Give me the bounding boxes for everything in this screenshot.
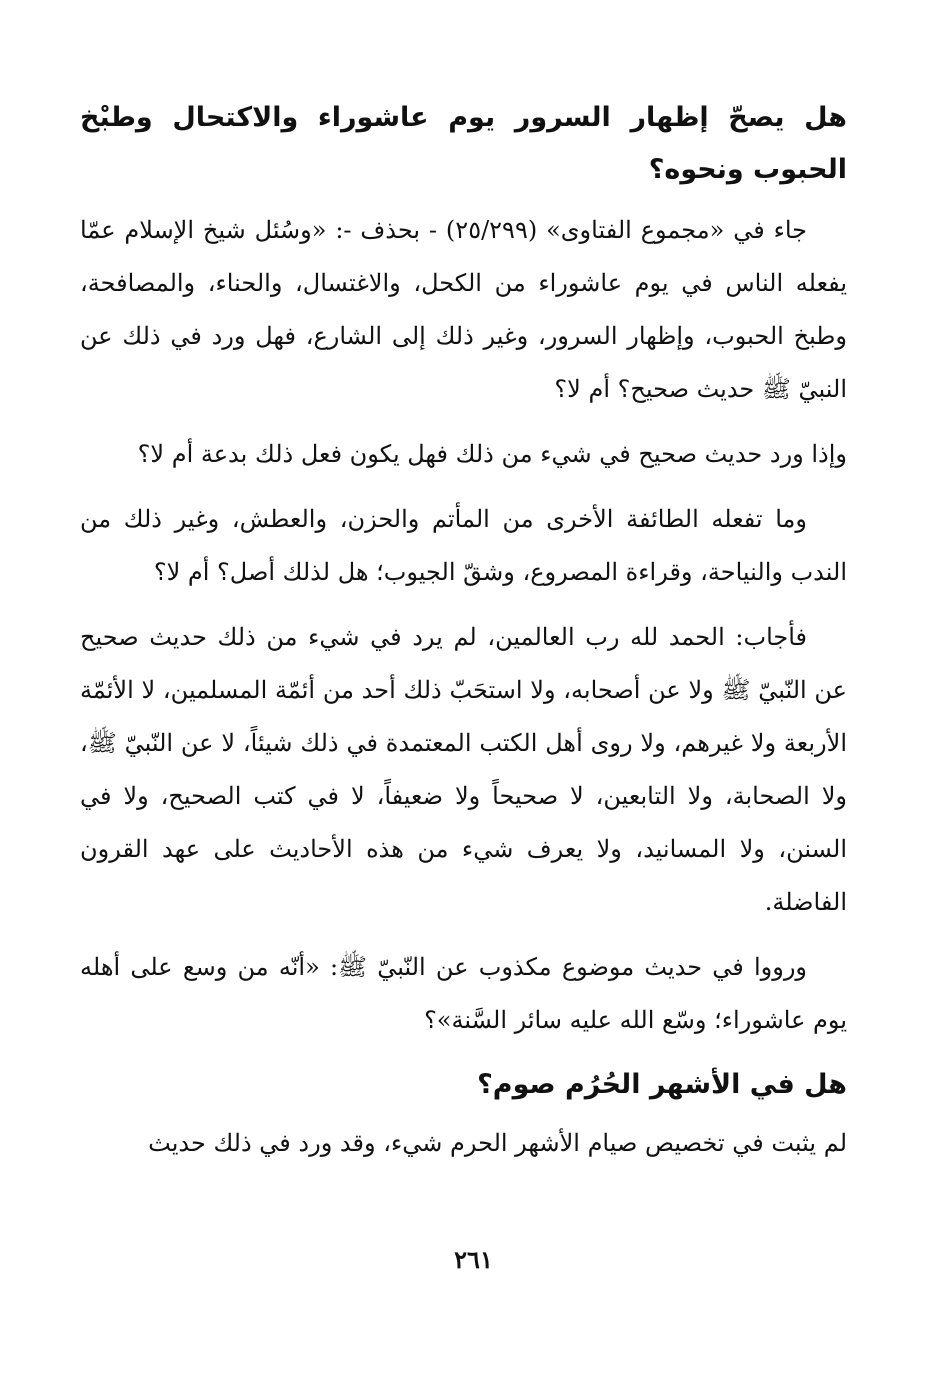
paragraph-sacred-months: لم يثبت في تخصيص صيام الأشهر الحرم شيء، وقد ورد في ذلك حديث bbox=[148, 1129, 847, 1157]
page-number: ٢٦١ bbox=[454, 1245, 493, 1274]
paragraph-answer: فأجاب: الحمد لله رب العالمين، لم يرد في شيء من ذلك حديث صحيح عن النّبيّ ﷺ ولا عن أصحابه، ولا استحَبّ ذلك أحد من أئمّة المسلمين، لا الأئمّة الأربعة ولا غيرهم، ولا روى أهل الكتب المعتمدة في ذلك شيئاً، لا عن النّبيّ ﷺ، ولا الصحابة، ولا التابعين، لا صحيحاً ولا ضعيفاً، لا في كتب الصحيح، ولا في السنن، ولا المسانيد، ولا يعرف شيء من هذه الأحاديث على عهد القرون الفاضلة. bbox=[80, 623, 847, 916]
section-heading-ashura: هل يصحّ إظهار السرور يوم عاشوراء والاكتحال وطبْخ الحبوب ونحوه؟ bbox=[80, 102, 847, 185]
paragraph-question-followup: وإذا ورد حديث صحيح في شيء من ذلك فهل يكون فعل ذلك بدعة أم لا؟ bbox=[137, 440, 847, 468]
paragraph-question: جاء في «مجموع الفتاوى» (٢٥/٢٩٩) - بحذف -: «وسُئل شيخ الإسلام عمّا يفعله الناس في يوم عاشوراء من الكحل، والاغتسال، والحناء، والمصافحة، وطبخ الحبوب، وإظهار السرور، وغير ذلك إلى الشارع، فهل ورد في ذلك عن النبيّ ﷺ حديث صحيح؟ أم لا؟ bbox=[80, 216, 848, 403]
paragraph-mourning-question: وما تفعله الطائفة الأخرى من المأتم والحزن، والعطش، وغير ذلك من الندب والنياحة، وقراءة المصروع، وشقّ الجيوب؛ هل لذلك أصل؟ أم لا؟ bbox=[80, 505, 847, 586]
page-body bbox=[80, 92, 847, 1182]
section-heading-sacred-months: هل في الأشهر الحُرُم صوم؟ bbox=[477, 1069, 847, 1100]
paragraph-fabricated-hadith: ورووا في حديث موضوع مكذوب عن النّبيّ ﷺ: «أنّه من وسع على أهله يوم عاشوراء؛ وسّع الله عليه سائر السَّنة»؟ bbox=[80, 953, 847, 1034]
